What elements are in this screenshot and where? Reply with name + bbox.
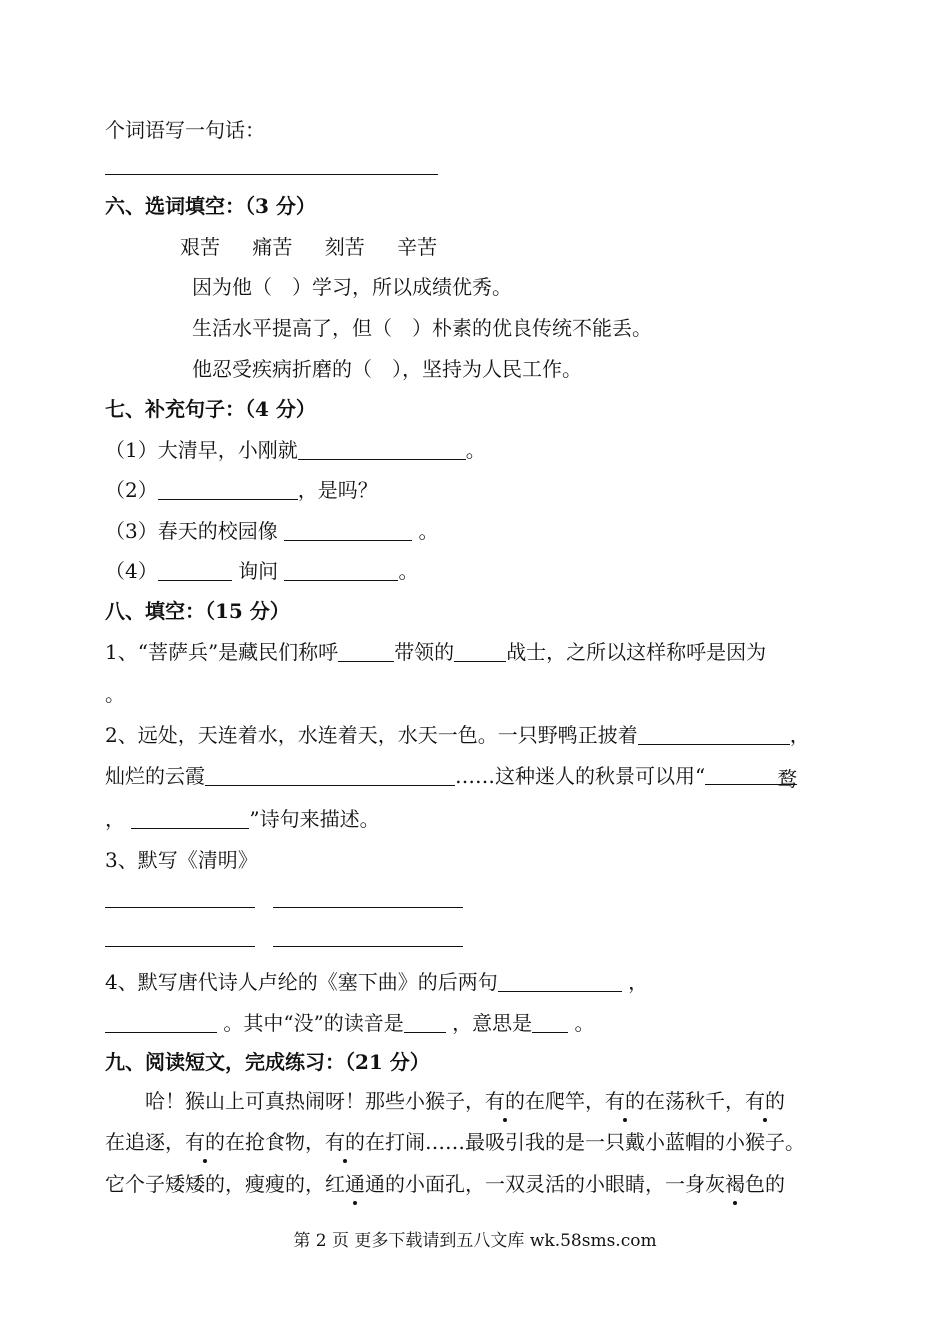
section-7-title: 七、补充句子：	[105, 397, 245, 421]
s8-question-2	[105, 720, 810, 750]
blank[interactable]	[284, 520, 412, 541]
text: （1）大清早，小刚就	[105, 438, 298, 462]
emphasized-word: 有的	[605, 1086, 645, 1116]
blank[interactable]	[532, 1012, 568, 1033]
emphasized-word: 有的	[185, 1127, 225, 1157]
blank[interactable]	[338, 641, 394, 662]
blank[interactable]	[131, 808, 249, 829]
text: 。	[465, 438, 486, 462]
section-8-heading	[105, 596, 290, 626]
s8-question-1	[105, 637, 766, 667]
s7-question-4	[105, 556, 418, 586]
section-6-score: （3 分）	[245, 194, 316, 218]
section-9-score: （21 分）	[345, 1050, 430, 1074]
poem-line[interactable]	[273, 946, 463, 947]
text: 带领的	[394, 640, 455, 664]
s7-question-1	[105, 435, 486, 465]
text: （4）	[105, 559, 158, 583]
s6-question-1	[192, 272, 512, 302]
s8-question-2-line2	[105, 761, 797, 791]
text: 生活水平提高了，但（	[192, 316, 392, 340]
text: 在荡秋千，	[645, 1089, 745, 1113]
text: （2）	[105, 478, 158, 502]
text: ）朴素的优良传统不能丢。	[412, 316, 652, 340]
text: ，	[628, 970, 649, 994]
blank[interactable]	[298, 439, 466, 460]
text: ……这种迷人的秋景可以用“	[455, 764, 706, 788]
text: 它个子矮矮的，瘦瘦的，	[105, 1172, 325, 1196]
s8-question-3: 3、默写《清明》	[105, 848, 258, 872]
blank[interactable]	[284, 560, 398, 581]
s7-question-2	[105, 475, 378, 505]
section-9-title: 九、阅读短文，完成练习：	[105, 1050, 345, 1074]
text: ”诗句来描述。	[249, 807, 380, 831]
text: 。其中“没”的读音是	[223, 1011, 404, 1035]
passage-line-3	[105, 1169, 785, 1199]
text: ），坚持为人民工作。	[392, 357, 582, 381]
emphasized-word: 有的	[485, 1086, 525, 1116]
text: 他忍受疾病折磨的（	[192, 357, 372, 381]
section-7-score: （4 分）	[245, 397, 316, 421]
word-choices	[180, 232, 437, 262]
section-7-heading	[105, 394, 316, 424]
emphasized-word: 灰褐色	[705, 1169, 765, 1199]
blank[interactable]	[498, 971, 622, 992]
s6-question-2	[192, 313, 652, 343]
section-8-title: 八、填空：	[105, 599, 205, 623]
text: 在打闹……最吸引我的是一只戴小蓝帽的小猴子。	[365, 1130, 805, 1154]
s6-question-3	[192, 354, 582, 384]
emphasized-word: 有的	[745, 1086, 785, 1116]
text: 在抢食物，	[225, 1130, 325, 1154]
word-choice: 艰苦	[180, 235, 220, 259]
text: ，是吗？	[297, 478, 378, 502]
text: 1、“菩萨兵”是藏民们称呼	[105, 640, 339, 664]
section-9-heading	[105, 1047, 430, 1077]
word-choice: 痛苦	[252, 235, 293, 259]
text: 战士，之所以这样称呼是因为	[506, 640, 767, 664]
text: 4、默写唐代诗人卢纶的《塞下曲》的后两句	[105, 970, 498, 994]
answer-line[interactable]	[105, 174, 438, 175]
text: ）学习，所以成绩优秀。	[292, 275, 512, 299]
text: 。	[574, 1011, 595, 1035]
page-footer: 第 2 页 更多下载请到五八文库 wk.58sms.com	[293, 1231, 657, 1251]
text: 哈！猴山上可真热闹呀！那些小猴子，	[145, 1089, 485, 1113]
s8-question-4	[105, 967, 648, 997]
blank[interactable]	[454, 641, 506, 662]
intro-line: 个词语写一句话：	[105, 118, 265, 142]
blank[interactable]	[404, 1012, 446, 1033]
text: ，意思是	[452, 1011, 533, 1035]
blank[interactable]	[638, 724, 790, 745]
text: ，	[105, 807, 125, 831]
s8-question-4-line2	[105, 1008, 595, 1038]
blank[interactable]	[158, 479, 298, 500]
section-8-score: （15 分）	[205, 599, 290, 623]
poem-line[interactable]	[105, 907, 255, 908]
poem-line[interactable]	[105, 946, 255, 947]
emphasized-word: 有的	[325, 1127, 365, 1157]
s8-question-2-line3	[105, 804, 380, 834]
text: ，	[789, 723, 810, 747]
text: 在爬竿，	[525, 1089, 605, 1113]
text: （3）春天的校园像	[105, 519, 278, 543]
passage-line-1	[145, 1086, 785, 1116]
section-6-title: 六、选词填空：	[105, 194, 245, 218]
blank[interactable]	[105, 1012, 217, 1033]
word-choice: 辛苦	[397, 235, 438, 259]
text: 。	[418, 519, 439, 543]
blank[interactable]	[205, 765, 455, 786]
text: 在追逐，	[105, 1130, 185, 1154]
blank[interactable]	[158, 560, 232, 581]
text: 的	[765, 1172, 785, 1196]
blank[interactable]	[705, 764, 798, 791]
poem-line[interactable]	[273, 907, 463, 908]
text: 。	[398, 559, 419, 583]
text: 2、远处，天连着水，水连着天，水天一色。一只野鸭正披着	[105, 723, 638, 747]
s8-question-1-end: 。	[105, 682, 125, 706]
emphasized-word: 红通通	[325, 1169, 385, 1199]
text: 灿烂的云霞	[105, 764, 205, 788]
passage-line-2	[105, 1127, 805, 1157]
word-choice: 刻苦	[324, 235, 365, 259]
text: 鹜	[777, 767, 798, 791]
text: 因为他（	[192, 275, 272, 299]
s7-question-3	[105, 516, 438, 546]
text: 询问	[238, 559, 279, 583]
section-6-heading	[105, 191, 316, 221]
text: 的小面孔，一双灵活的小眼睛，一身	[385, 1172, 705, 1196]
